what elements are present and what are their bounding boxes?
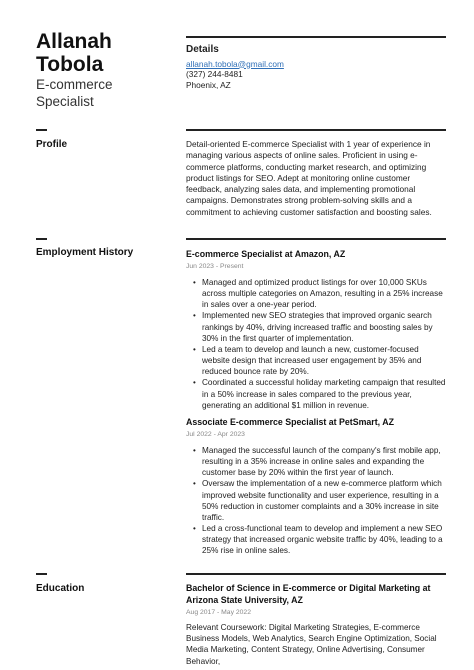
last-name: Tobola — [36, 53, 104, 76]
job-bullet: • Coordinated a successful holiday marketing campaign that resulted in a 50% increase in sales compared to the previous year, generating an additional $1 million in revenue. — [186, 377, 448, 410]
education-entry — [186, 583, 448, 667]
education-heading: Education — [36, 583, 85, 594]
profile-divider — [186, 129, 446, 131]
job-dates: Jun 2023 - Present — [186, 263, 244, 270]
job-bullet: • Led a team to develop and launch a new, customer-focused website design that increased user engagement by 35% and reduced bounce rate by 20%. — [186, 344, 448, 377]
job-bullet: • Led a cross-functional team to develop and implement a new SEO strategy that increased organic website traffic by 40%, leading to a 25% rise in online sales. — [186, 523, 448, 556]
details-divider — [186, 36, 446, 38]
job-title: E-commerce Specialist at Amazon, AZ — [186, 249, 346, 259]
education-dates: Aug 2017 - May 2022 — [186, 609, 251, 616]
details-heading: Details — [186, 44, 219, 55]
job-entry — [186, 417, 448, 557]
location: Phoenix, AZ — [186, 79, 231, 90]
phone-number: (327) 244-8481 — [186, 69, 243, 79]
education-divider — [186, 573, 446, 575]
job-entry — [186, 249, 448, 411]
education-dash — [36, 573, 47, 575]
profile-summary: Detail-oriented E-commerce Specialist with 1 year of experience in managing various aspects of online sales. Proficient in using e-commerce platforms, conducting market research, and optimizing product listings for SEO. Adept at monitoring online customer feedback, analyzing sales data, and implementing promotional campaigns. Demonstrates strong problem-solving skills and a commitment to achieving customer satisfaction and boosting sales. — [186, 139, 432, 217]
job-title: Associate E-commerce Specialist at PetSmart, AZ — [186, 417, 394, 427]
details-section — [186, 45, 446, 90]
profile-dash — [36, 129, 47, 131]
job-bullet: • Oversaw the implementation of a new e-commerce platform which improved website functionality and user experience, resulting in a 50% reduction in customer complaints and a 30% increase in site traffic. — [186, 478, 448, 523]
job-dates: Jul 2022 - Apr 2023 — [186, 431, 245, 438]
degree-title: Bachelor of Science in E-commerce or Digital Marketing at Arizona State University, AZ — [186, 583, 431, 605]
job-bullet: • Managed and optimized product listings for over 10,000 SKUs across multiple categories on Amazon, resulting in a 25% increase in sales over a one-year period. — [186, 277, 448, 310]
email-link[interactable]: allanah.tobola@gmail.com — [186, 58, 284, 69]
job-title-line-2: Specialist — [36, 94, 94, 109]
job-bullets — [186, 277, 448, 411]
job-bullet: • Managed the successful launch of the company's first mobile app, resulting in a 35% increase in online sales and expanding the customer base by 20% within the first year of launch. — [186, 445, 448, 478]
job-bullet: • Implemented new SEO strategies that improved organic search rankings by 40%, driving increased traffic and boosting sales by 30% in the first quarter of implementation. — [186, 310, 448, 343]
employment-heading: Employment History — [36, 247, 134, 258]
job-bullets — [186, 445, 448, 557]
job-title-line-1: E-commerce — [36, 77, 113, 92]
relevant-coursework: Relevant Coursework: Digital Marketing Strategies, E-commerce Business Models, Web Analytics, Search Engine Optimization, Social Media Marketing, Content Strategy, Online Advertising, Consumer Behavior, — [186, 623, 437, 666]
job-title — [36, 76, 176, 110]
candidate-name — [36, 30, 176, 76]
employment-divider — [186, 238, 446, 240]
first-name: Allanah — [36, 30, 112, 53]
employment-dash — [36, 238, 47, 240]
profile-heading: Profile — [36, 139, 68, 150]
